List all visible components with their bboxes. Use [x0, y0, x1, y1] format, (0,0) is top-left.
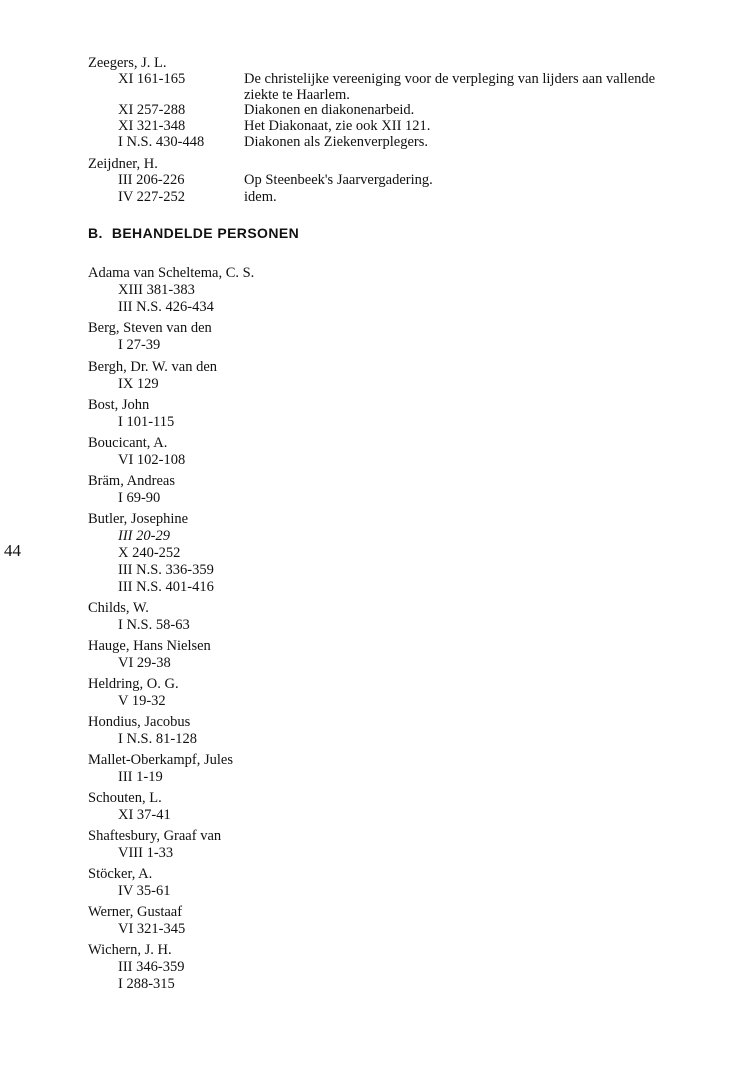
person-name: Mallet-Oberkampf, Jules	[88, 752, 233, 768]
person-name: Bräm, Andreas	[88, 473, 175, 489]
person-reference: I 288-315	[118, 976, 175, 992]
person-reference: III 1-19	[118, 769, 163, 785]
page-number: 44	[4, 541, 21, 560]
person-name: Bergh, Dr. W. van den	[88, 359, 218, 375]
person-reference: VIII 1-33	[118, 845, 174, 861]
article-reference: IV 227-252	[118, 189, 185, 205]
article-title: Diakonen en diakonenarbeid.	[244, 102, 415, 118]
person-reference: I 69-90	[118, 490, 161, 506]
person-name: Adama van Scheltema, C. S.	[88, 265, 255, 281]
article-title: De christelijke vereeniging voor de verpleging van lijders aan vallende ziekte te Haarlem.	[244, 71, 656, 103]
person-reference: III 346-359	[118, 959, 185, 975]
person-reference: X 240-252	[118, 545, 181, 561]
person-reference: VI 321-345	[118, 921, 186, 937]
person-name: Hondius, Jacobus	[88, 714, 191, 730]
person-name: Butler, Josephine	[88, 511, 189, 527]
article-title: Diakonen als Ziekenverplegers.	[244, 134, 428, 150]
person-reference: III N.S. 401-416	[118, 579, 214, 595]
person-name: Childs, W.	[88, 600, 149, 616]
person-reference: III N.S. 426-434	[118, 299, 214, 315]
person-name: Stöcker, A.	[88, 866, 153, 882]
article-reference: XI 321-348	[118, 118, 186, 134]
article-title: Op Steenbeek's Jaarvergadering.	[244, 172, 433, 188]
article-title: Het Diakonaat, zie ook XII 121.	[244, 118, 431, 134]
person-name: Wichern, J. H.	[88, 942, 172, 958]
person-name: Bost, John	[88, 397, 150, 413]
person-reference: I N.S. 81-128	[118, 731, 197, 747]
article-reference: XI 161-165	[118, 71, 186, 87]
person-reference: III 20-29	[118, 528, 170, 544]
section-title: BEHANDELDE PERSONEN	[111, 225, 300, 241]
person-reference: V 19-32	[118, 693, 166, 709]
person-reference: VI 102-108	[118, 452, 186, 468]
article-reference: I N.S. 430-448	[118, 134, 205, 150]
person-reference: IX 129	[118, 376, 159, 392]
person-name: Schouten, L.	[88, 790, 162, 806]
article-title: idem.	[244, 189, 277, 205]
person-reference: XIII 381-383	[118, 282, 195, 298]
person-name: Werner, Gustaaf	[88, 904, 183, 920]
article-reference: III 206-226	[118, 172, 185, 188]
author-name: Zeijdner, H.	[88, 156, 158, 172]
person-reference: I N.S. 58-63	[118, 617, 190, 633]
person-reference: XI 37-41	[118, 807, 171, 823]
person-name: Hauge, Hans Nielsen	[88, 638, 211, 654]
person-name: Boucicant, A.	[88, 435, 168, 451]
person-reference: III N.S. 336-359	[118, 562, 214, 578]
section-heading	[88, 225, 299, 241]
person-reference: IV 35-61	[118, 883, 171, 899]
person-name: Shaftesbury, Graaf van	[88, 828, 222, 844]
person-reference: VI 29-38	[118, 655, 171, 671]
section-letter: B.	[88, 225, 103, 241]
person-reference: I 27-39	[118, 337, 161, 353]
article-reference: XI 257-288	[118, 102, 186, 118]
person-name: Berg, Steven van den	[88, 320, 212, 336]
person-reference: I 101-115	[118, 414, 175, 430]
person-name: Heldring, O. G.	[88, 676, 179, 692]
author-name: Zeegers, J. L.	[88, 55, 167, 71]
